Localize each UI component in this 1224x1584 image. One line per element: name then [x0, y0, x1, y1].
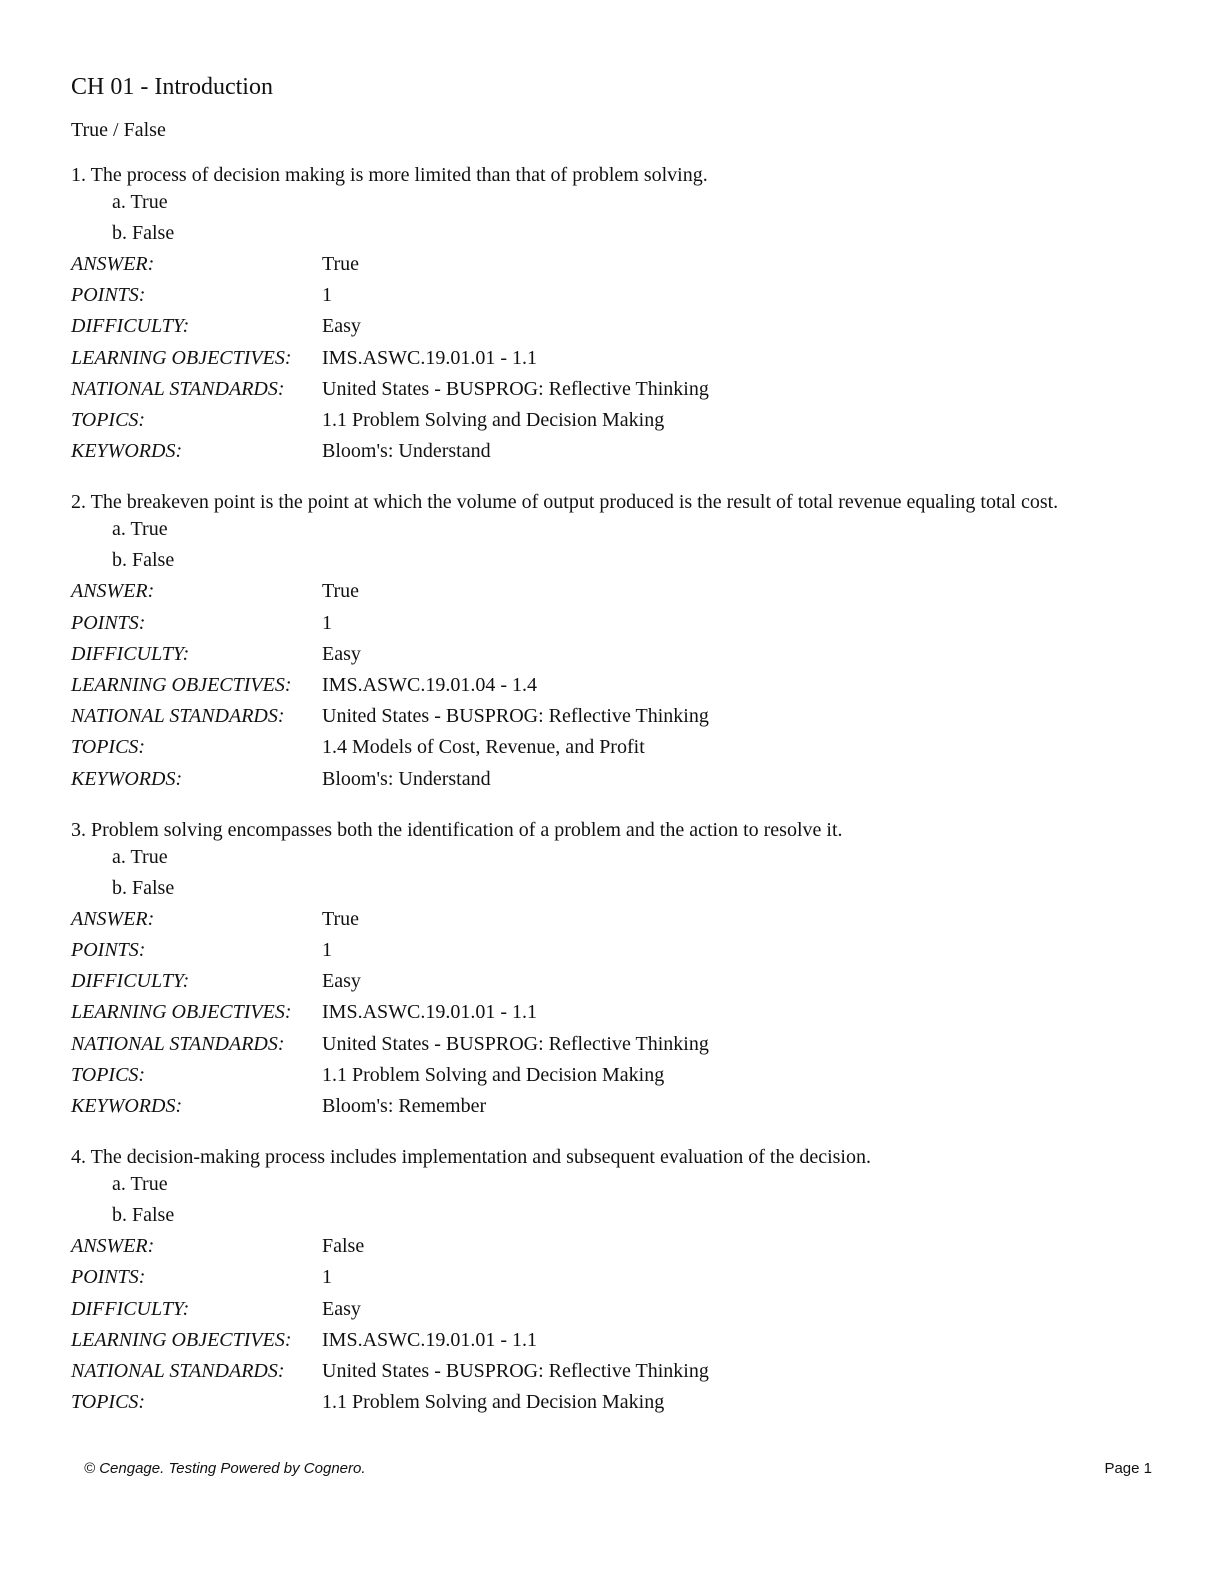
- learning-objectives-value: IMS.ASWC.19.01.01 - 1.1: [322, 346, 538, 369]
- national-standards-label: NATIONAL STANDARDS:: [71, 1360, 285, 1383]
- question-4: [71, 1145, 1161, 1418]
- topics-value: 1.4 Models of Cost, Revenue, and Profit: [322, 736, 645, 759]
- answer-options: [71, 842, 1161, 904]
- difficulty-value: Easy: [322, 1297, 361, 1320]
- points-value: 1: [322, 939, 332, 962]
- learning-objectives-label: LEARNING OBJECTIVES:: [71, 346, 292, 369]
- points-value: 1: [322, 284, 332, 307]
- answer-label: ANSWER:: [71, 1235, 155, 1258]
- option-false: b. False: [112, 222, 175, 244]
- topics-value: 1.1 Problem Solving and Decision Making: [322, 1063, 665, 1086]
- topics-label: TOPICS:: [71, 1063, 146, 1086]
- keywords-value: Bloom's: Understand: [322, 767, 491, 790]
- keywords-label: KEYWORDS:: [71, 1095, 183, 1118]
- difficulty-value: Easy: [322, 642, 361, 665]
- answer-value: True: [322, 253, 360, 275]
- option-true: a. True: [112, 1173, 168, 1196]
- learning-objectives-label: LEARNING OBJECTIVES:: [71, 674, 292, 697]
- option-true: a. True: [112, 518, 168, 541]
- keywords-value: Bloom's: Understand: [322, 440, 491, 463]
- points-label: POINTS:: [71, 1266, 146, 1289]
- question-2: [71, 490, 1161, 794]
- section-heading: True / False: [71, 119, 166, 141]
- answer-value: True: [322, 907, 360, 930]
- answer-options: [71, 187, 1161, 249]
- question-text: 1. The process of decision making is more limited than that of problem solving.: [71, 164, 708, 186]
- points-value: 1: [322, 611, 332, 634]
- national-standards-value: United States - BUSPROG: Reflective Thinking: [322, 1032, 709, 1055]
- answer-value: False: [322, 1235, 365, 1258]
- national-standards-label: NATIONAL STANDARDS:: [71, 705, 285, 728]
- learning-objectives-label: LEARNING OBJECTIVES:: [71, 1001, 292, 1024]
- topics-label: TOPICS:: [71, 409, 146, 432]
- points-label: POINTS:: [71, 611, 146, 634]
- answer-options: [71, 514, 1161, 576]
- answer-options: [71, 1169, 1161, 1231]
- points-label: POINTS:: [71, 284, 146, 307]
- option-false: b. False: [112, 549, 175, 572]
- question-3: [71, 818, 1161, 1122]
- question-text: 2. The breakeven point is the point at which the volume of output produced is the result of total revenue equaling total cost.: [71, 491, 1059, 514]
- option-false: b. False: [112, 876, 175, 899]
- national-standards-label: NATIONAL STANDARDS:: [71, 377, 285, 400]
- answer-label: ANSWER:: [71, 580, 155, 603]
- keywords-value: Bloom's: Remember: [322, 1095, 487, 1118]
- question-text: 4. The decision-making process includes implementation and subsequent evaluation of the decision.: [71, 1146, 871, 1169]
- topics-label: TOPICS:: [71, 1391, 146, 1414]
- national-standards-value: United States - BUSPROG: Reflective Thinking: [322, 705, 709, 728]
- question-metadata: [71, 1231, 1161, 1418]
- keywords-label: KEYWORDS:: [71, 767, 183, 790]
- points-label: POINTS:: [71, 939, 146, 962]
- difficulty-label: DIFFICULTY:: [71, 970, 190, 993]
- learning-objectives-value: IMS.ASWC.19.01.04 - 1.4: [322, 674, 538, 697]
- question-text: 3. Problem solving encompasses both the identification of a problem and the action to resolve it.: [71, 818, 843, 841]
- answer-label: ANSWER:: [71, 253, 155, 275]
- difficulty-value: Easy: [322, 970, 361, 993]
- question-metadata: [71, 576, 1161, 794]
- footer-copyright: © Cengage. Testing Powered by Cognero.: [84, 1460, 366, 1477]
- answer-label: ANSWER:: [71, 907, 155, 930]
- answer-value: True: [322, 580, 360, 603]
- difficulty-value: Easy: [322, 315, 361, 338]
- question-metadata: [71, 249, 1161, 467]
- national-standards-value: United States - BUSPROG: Reflective Thinking: [322, 377, 709, 400]
- keywords-label: KEYWORDS:: [71, 440, 183, 463]
- difficulty-label: DIFFICULTY:: [71, 1297, 190, 1320]
- topics-value: 1.1 Problem Solving and Decision Making: [322, 409, 665, 432]
- topics-label: TOPICS:: [71, 736, 146, 759]
- difficulty-label: DIFFICULTY:: [71, 642, 190, 665]
- question-1: [71, 163, 1161, 467]
- learning-objectives-value: IMS.ASWC.19.01.01 - 1.1: [322, 1328, 538, 1351]
- footer-page-number: Page 1: [1104, 1460, 1152, 1477]
- topics-value: 1.1 Problem Solving and Decision Making: [322, 1391, 665, 1414]
- chapter-title: CH 01 - Introduction: [71, 74, 273, 100]
- option-true: a. True: [112, 845, 168, 868]
- question-metadata: [71, 904, 1161, 1122]
- difficulty-label: DIFFICULTY:: [71, 315, 190, 338]
- points-value: 1: [322, 1266, 332, 1289]
- option-false: b. False: [112, 1204, 175, 1227]
- learning-objectives-value: IMS.ASWC.19.01.01 - 1.1: [322, 1001, 538, 1024]
- national-standards-value: United States - BUSPROG: Reflective Thinking: [322, 1360, 709, 1383]
- document-page: [71, 70, 1161, 1441]
- national-standards-label: NATIONAL STANDARDS:: [71, 1032, 285, 1055]
- option-true: a. True: [112, 191, 168, 213]
- learning-objectives-label: LEARNING OBJECTIVES:: [71, 1328, 292, 1351]
